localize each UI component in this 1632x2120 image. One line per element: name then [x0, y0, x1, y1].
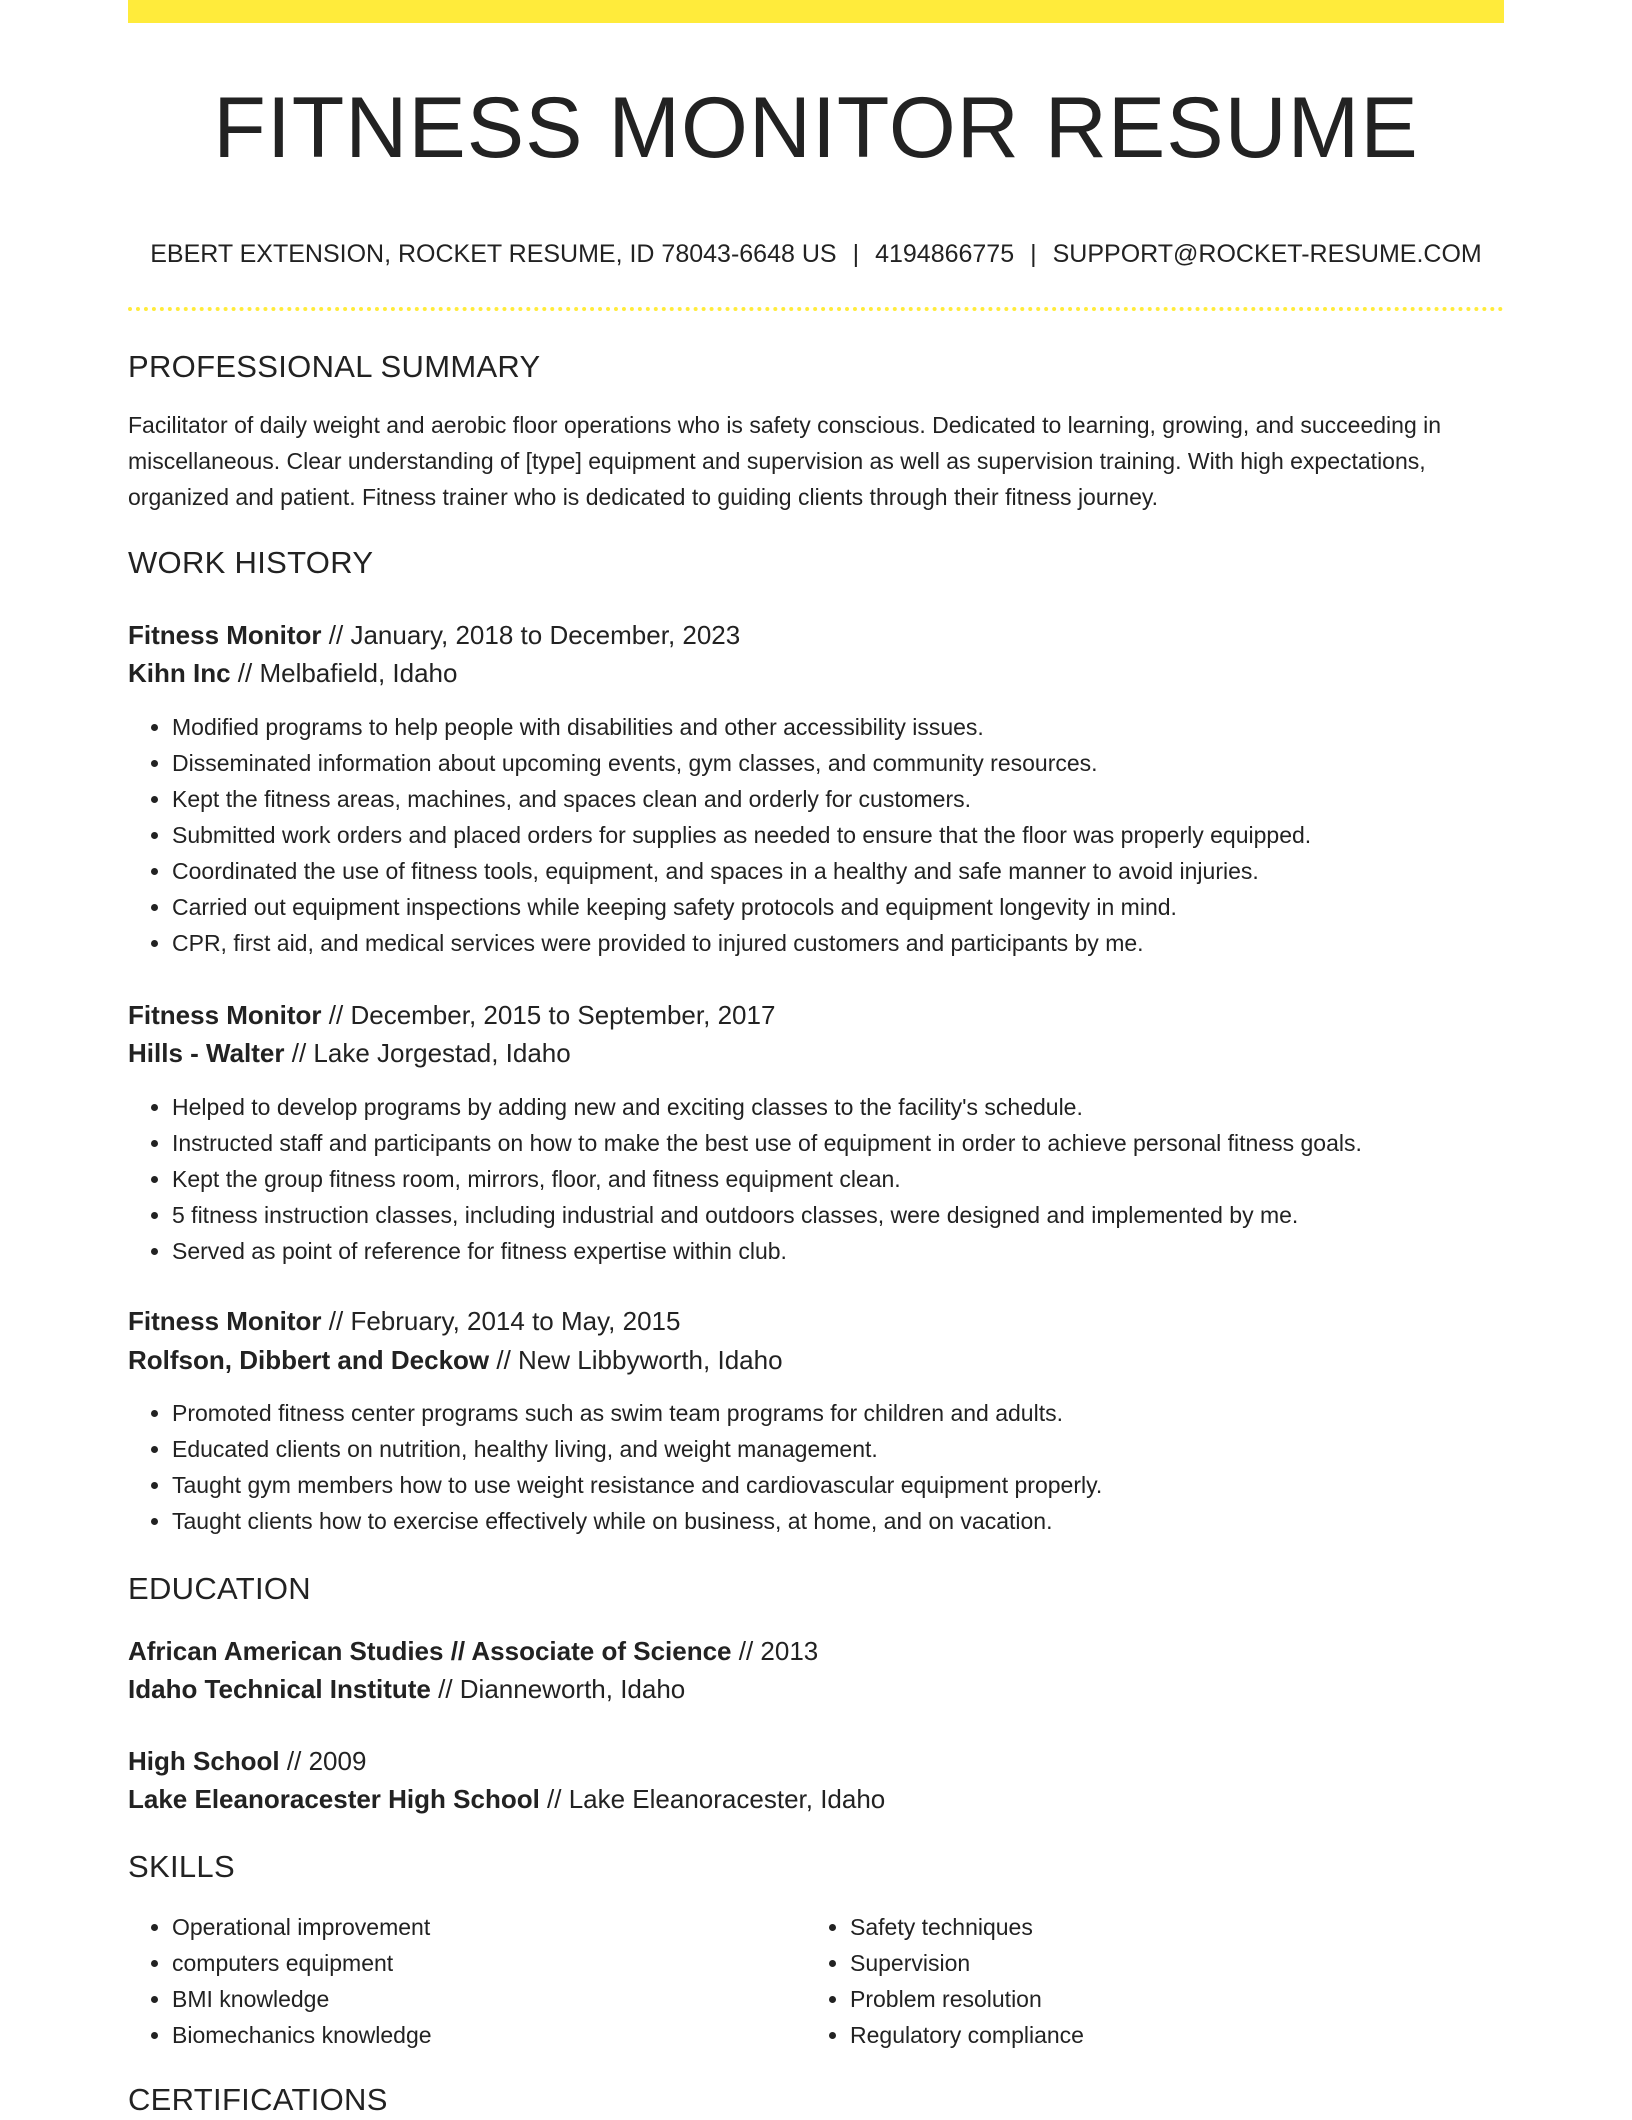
list-item: • computers equipment — [172, 1945, 792, 1981]
list-item: • Educated clients on nutrition, healthy living, and weight management. — [172, 1431, 1504, 1467]
contact-line — [128, 236, 1504, 272]
header-divider — [128, 307, 1504, 311]
job-company: Rolfson, Dibbert and Deckow — [128, 1345, 490, 1375]
list-item: • Operational improvement — [172, 1909, 792, 1945]
job-bullets — [128, 1089, 1504, 1269]
list-item: • Taught gym members how to use weight resistance and cardiovascular equipment properly. — [172, 1467, 1504, 1503]
job-title: Fitness Monitor — [128, 1306, 322, 1336]
education-heading: EDUCATION — [128, 1571, 311, 1606]
contact-email: SUPPORT@ROCKET-RESUME.COM — [1052, 240, 1482, 268]
job-bullets — [128, 709, 1504, 961]
list-item: • Supervision — [850, 1945, 1490, 1981]
list-item: • Kept the group fitness room, mirrors, floor, and fitness equipment clean. — [172, 1161, 1504, 1197]
education-location: // Lake Eleanoracester, Idaho — [539, 1784, 886, 1814]
job-company-line — [128, 1341, 783, 1379]
education-school-line — [128, 1670, 685, 1708]
job-title: Fitness Monitor — [128, 1000, 322, 1030]
list-item: • Taught clients how to exercise effectively while on business, at home, and on vacation. — [172, 1503, 1504, 1539]
list-item: • Submitted work orders and placed orders for supplies as needed to ensure that the floor was properly equipped. — [172, 817, 1504, 853]
list-item: • Disseminated information about upcoming events, gym classes, and community resources. — [172, 745, 1504, 781]
summary-heading: PROFESSIONAL SUMMARY — [128, 349, 541, 384]
education-school-line — [128, 1780, 885, 1818]
education-school: Idaho Technical Institute — [128, 1674, 431, 1704]
education-degree: African American Studies // Associate of Science — [128, 1636, 732, 1666]
list-item: • CPR, first aid, and medical services were provided to injured customers and participants by me. — [172, 925, 1504, 961]
job-company: Hills - Walter — [128, 1038, 285, 1068]
resume-title: FITNESS MONITOR RESUME — [213, 80, 1419, 176]
job-company-line — [128, 1034, 571, 1072]
list-item: • Kept the fitness areas, machines, and spaces clean and orderly for customers. — [172, 781, 1504, 817]
job-dates: // December, 2015 to September, 2017 — [321, 1000, 776, 1030]
list-item: • Served as point of reference for fitness expertise within club. — [172, 1233, 1504, 1269]
list-item: • Regulatory compliance — [850, 2017, 1490, 2053]
list-item: • Promoted fitness center programs such as swim team programs for children and adults. — [172, 1395, 1504, 1431]
list-item: • Problem resolution — [850, 1981, 1490, 2017]
job-title-line — [128, 616, 740, 654]
contact-separator: | — [1030, 240, 1037, 268]
job-dates: // February, 2014 to May, 2015 — [321, 1306, 681, 1336]
education-school: Lake Eleanoracester High School — [128, 1784, 540, 1814]
list-item: • Helped to develop programs by adding new and exciting classes to the facility's schedule. — [172, 1089, 1504, 1125]
work-history-heading: WORK HISTORY — [128, 545, 374, 580]
skills-heading: SKILLS — [128, 1849, 235, 1884]
job-dates: // January, 2018 to December, 2023 — [321, 620, 741, 650]
list-item: • Coordinated the use of fitness tools, equipment, and spaces in a healthy and safe manner to avoid injuries. — [172, 853, 1504, 889]
skills-left-list — [128, 1909, 792, 2053]
contact-phone: 4194866775 — [875, 240, 1015, 268]
job-company-line — [128, 654, 457, 692]
list-item: • Instructed staff and participants on how to make the best use of equipment in order to achieve personal fitness goals. — [172, 1125, 1504, 1161]
list-item: • Biomechanics knowledge — [172, 2017, 792, 2053]
skills-right-list — [806, 1909, 1490, 2053]
education-degree-line — [128, 1632, 818, 1670]
summary-text: Facilitator of daily weight and aerobic floor operations who is safety conscious. Dedicated to learning, growing, and succeeding in miscellaneous. Clear understanding of [type] equipment and supervision as well as supervision training. With high expectations, organized and patient. Fitness trainer who is dedicated to guiding clients through their fitness journey. — [128, 412, 1442, 510]
skills-columns — [128, 1909, 1504, 2055]
job-location: // Lake Jorgestad, Idaho — [284, 1038, 571, 1068]
list-item: • Modified programs to help people with disabilities and other accessibility issues. — [172, 709, 1504, 745]
contact-separator: | — [852, 240, 860, 268]
list-item: • BMI knowledge — [172, 1981, 792, 2017]
job-location: // Melbafield, Idaho — [230, 658, 458, 688]
contact-address: EBERT EXTENSION, ROCKET RESUME, ID 78043-6648 US — [150, 240, 837, 268]
list-item: • Carried out equipment inspections while keeping safety protocols and equipment longevity in mind. — [172, 889, 1504, 925]
education-year: // 2013 — [731, 1636, 819, 1666]
education-location: // Dianneworth, Idaho — [430, 1674, 686, 1704]
certifications-heading: CERTIFICATIONS — [128, 2082, 388, 2117]
top-accent-bar — [128, 0, 1504, 23]
job-company: Kihn Inc — [128, 658, 231, 688]
job-location: // New Libbyworth, Idaho — [489, 1345, 783, 1375]
education-degree: High School — [128, 1746, 280, 1776]
job-title-line — [128, 996, 775, 1034]
job-title-line — [128, 1302, 680, 1340]
job-title: Fitness Monitor — [128, 620, 322, 650]
list-item: • 5 fitness instruction classes, including industrial and outdoors classes, were designed and implemented by me. — [172, 1197, 1504, 1233]
job-bullets — [128, 1395, 1504, 1539]
list-item: • Safety techniques — [850, 1909, 1490, 1945]
education-year: // 2009 — [279, 1746, 367, 1776]
education-degree-line — [128, 1742, 366, 1780]
